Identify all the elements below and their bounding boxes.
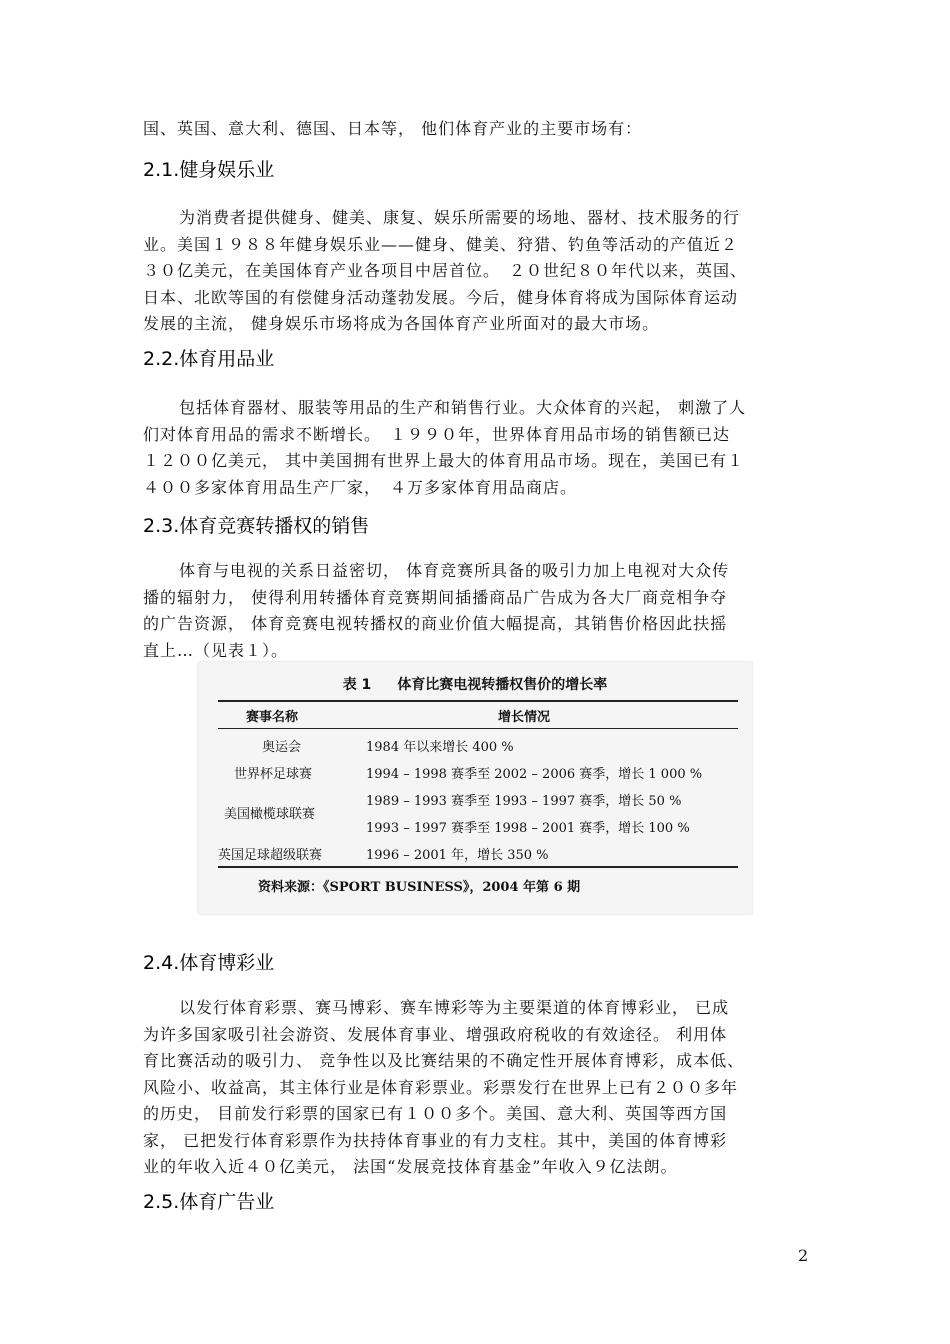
paragraph-line: ４００多家体育用品生产厂家， ４万多家体育用品商店。 (143, 477, 578, 497)
paragraph-line: 以发行体育彩票、赛马博彩、赛车博彩等为主要渠道的体育博彩业， 已成 (179, 998, 730, 1017)
table-row-growth: 1994 – 1998 赛季至 2002 – 2006 赛季，增长 1 000 % (366, 767, 703, 782)
paragraph-line: 的历史， 目前发行彩票的国家已有１００多个。美国、意大利、英国等西方国 (143, 1104, 728, 1123)
section-paragraph-2-4 (143, 995, 811, 1181)
table-bottom-rule (218, 866, 738, 868)
section-heading-2-1: 2.1.健身娱乐业 (143, 159, 275, 181)
paragraph-line: 家， 已把发行体育彩票作为扶持体育事业的有力支柱。其中，美国的体育博彩 (143, 1130, 728, 1150)
paragraph-line: １２００亿美元， 其中美国拥有世界上最大的体育用品市场。现在，美国已有１ (143, 451, 745, 470)
section-paragraph-2-2 (143, 395, 811, 501)
table-number: 表 1 (342, 677, 372, 693)
table-row-event: 英国足球超级联赛 (218, 848, 323, 863)
table-row-growth: 1993 – 1997 赛季至 1998 – 2001 赛季，增长 100 % (366, 821, 690, 836)
paragraph-line: 为消费者提供健身、健美、康复、娱乐所需要的场地、器材、技术服务的行 (179, 208, 741, 227)
table-row-event: 美国橄榄球联赛 (224, 807, 316, 822)
section-heading-2-3: 2.3.体育竞赛转播权的销售 (143, 515, 370, 537)
paragraph-line: 直上…（见表１）。 (143, 640, 289, 660)
table-header-growth: 增长情况 (498, 710, 551, 725)
paragraph-line: 育比赛活动的吸引力、 竞争性以及比赛结果的不确定性开展体育博彩，成本低、 (143, 1051, 745, 1070)
paragraph-line: 风险小、收益高，其主体行业是体育彩票业。彩票发行在世界上已有２００多年 (143, 1077, 739, 1097)
paragraph-line: 发展的主流， 健身娱乐市场将成为各国体育产业所面对的最大市场。 (143, 314, 660, 333)
table-row-growth: 1996 – 2001 年，增长 350 % (366, 848, 549, 863)
table-row-growth: 1984 年以来增长 400 % (366, 740, 514, 755)
table-title: 体育比赛电视转播权售价的增长率 (397, 677, 608, 693)
table-row-growth: 1989 – 1993 赛季至 1993 – 1997 赛季，增长 50 % (366, 794, 682, 809)
table-row-event: 奥运会 (262, 740, 302, 755)
paragraph-line: 业。美国１９８８年健身娱乐业——健身、健美、狩猎、钓鱼等活动的产值近２ (143, 234, 739, 254)
table-header-rule (218, 728, 738, 729)
paragraph-line: 的广告资源， 体育竞赛电视转播权的商业价值大幅提高，其销售价格因此扶摇 (143, 614, 728, 633)
table-caption (198, 674, 752, 694)
intro-line: 国、英国、意大利、德国、日本等， 他们体育产业的主要市场有： (143, 119, 643, 138)
section-paragraph-2-1 (143, 205, 811, 338)
paragraph-line: 们对体育用品的需求不断增长。 １９９０年，世界体育用品市场的销售额已达 (143, 424, 731, 444)
table-header-event: 赛事名称 (246, 710, 299, 725)
paragraph-line: 包括体育器材、服装等用品的生产和销售行业。大众体育的兴起， 刺激了人 (179, 398, 747, 417)
paragraph-line: 为许多国家吸引社会游资、发展体育事业、增强政府税收的有效途径。 利用体 (143, 1024, 728, 1044)
paragraph-line: ３０亿美元，在美国体育产业各项目中居首位。 ２０世纪８０年代以来，英国、 (143, 261, 748, 280)
paragraph-line: 体育与电视的关系日益密切， 体育竞赛所具备的吸引力加上电视对大众传 (179, 561, 730, 580)
section-heading-2-2: 2.2.体育用品业 (143, 348, 275, 370)
section-heading-2-4: 2.4.体育博彩业 (143, 952, 275, 974)
paragraph-line: 业的年收入近４０亿美元， 法国“发展竞技体育基金”年收入９亿法朗。 (143, 1157, 678, 1176)
table-figure (198, 662, 752, 914)
page-number: 2 (798, 1246, 809, 1265)
table-row-event: 世界杯足球赛 (234, 767, 313, 782)
table-source: 资料来源：《SPORT BUSINESS》，2004 年第 6 期 (258, 880, 581, 895)
section-paragraph-2-3 (143, 558, 811, 664)
paragraph-line: 日本、北欧等国的有偿健身活动蓬勃发展。今后，健身体育将成为国际体育运动 (143, 287, 739, 307)
table-top-rule (218, 700, 738, 702)
section-heading-2-5: 2.5.体育广告业 (143, 1191, 275, 1213)
paragraph-line: 播的辐射力， 使得利用转播体育竞赛期间插播商品广告成为各大厂商竞相争夺 (143, 587, 728, 607)
